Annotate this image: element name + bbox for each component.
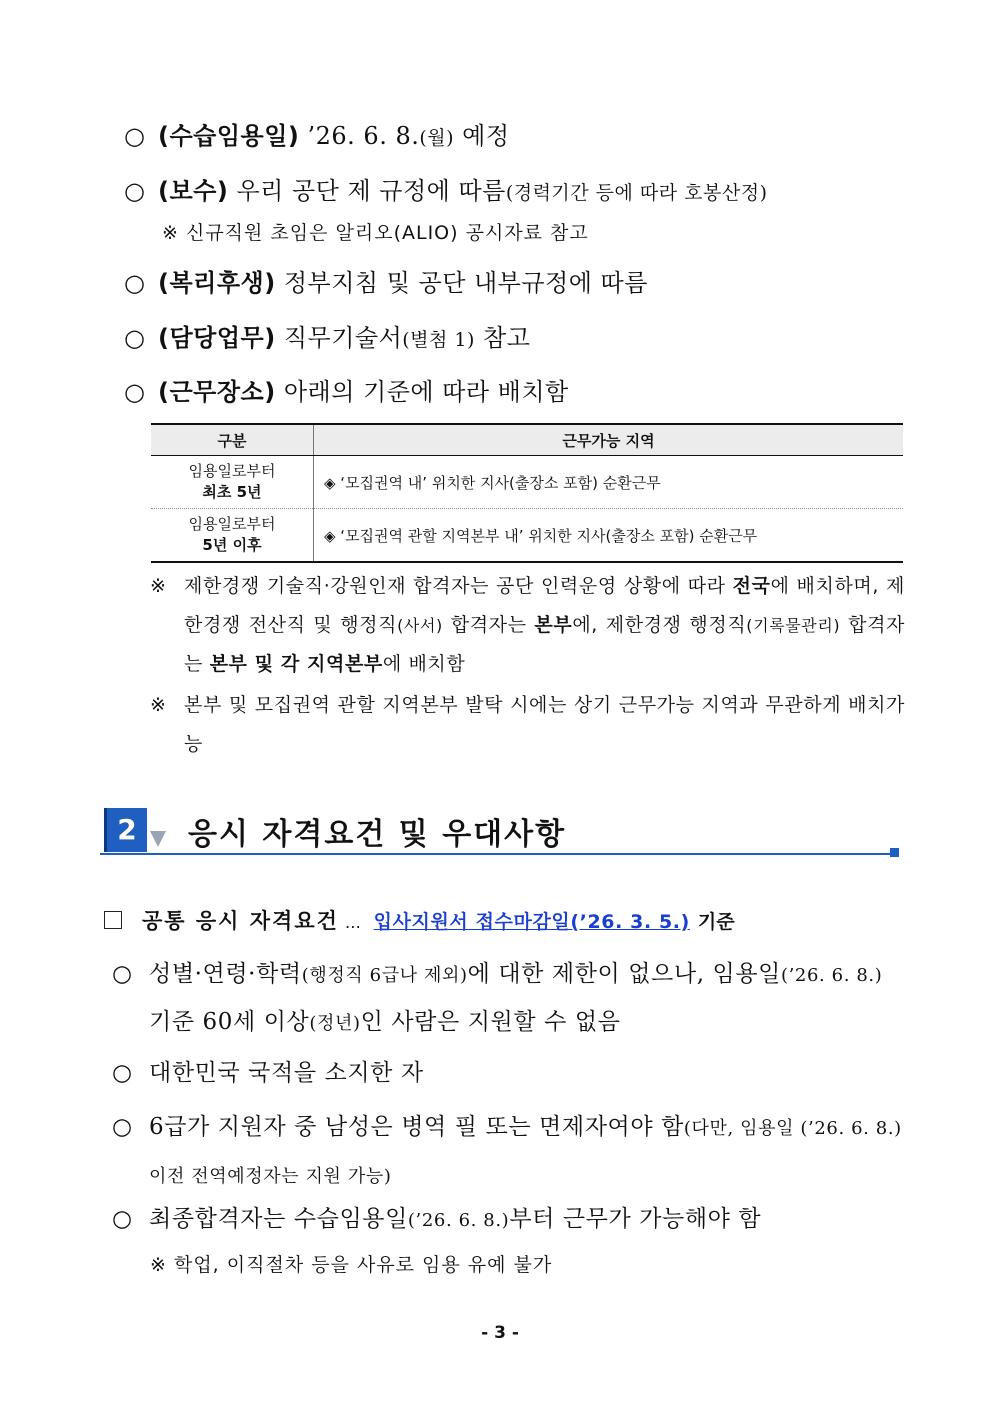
requirement-item: ○ 6급가 지원자 중 남성은 병역 필 또는 면제자여야 함(다만, 임용일 (’26. 6. 8.) 이전 전역예정자는 지원 가능) xyxy=(112,1114,902,1187)
section-heading xyxy=(100,805,900,861)
final-note: ※ 학업, 이직절차 등을 사유로 임용 유예 불가 xyxy=(150,1254,553,1276)
table-header-category: 구분 xyxy=(151,424,314,456)
bullet-workplace: ○ (근무장소) 아래의 기준에 따라 배치함 xyxy=(124,378,569,406)
table-header-row xyxy=(151,424,903,456)
requirement-item: ○ 성별·연령·학력(행정직 6급나 제외)에 대한 제한이 없으나, 임용일(’26. 6. 8.) 기준 60세 이상(정년)인 사람은 지원할 수 없음 xyxy=(112,961,883,1035)
bullet-start-date: ○ (수습임용일) ’26. 6. 8.(월) 예정 xyxy=(124,122,510,150)
bullet-duty: ○ (담당업무) 직무기술서(별첨 1) 참고 xyxy=(124,324,531,352)
table-cell-period: 임용일로부터 5년 이후 xyxy=(151,509,314,563)
triangle-icon xyxy=(150,831,166,847)
square-icon xyxy=(890,848,899,857)
table-cell-region: ◈ ‘모집권역 내’ 위치한 지사(출장소 포함) 순환근무 xyxy=(314,456,904,509)
salary-note: ※ 신규직원 초임은 알리오(ALIO) 공시자료 참고 xyxy=(162,222,589,244)
table-cell-region: ◈ ‘모집권역 관할 지역본부 내’ 위치한 지사(출장소 포함) 순환근무 xyxy=(314,509,904,563)
table-cell-period: 임용일로부터 최초 5년 xyxy=(151,456,314,509)
workplace-table xyxy=(151,423,903,563)
section-underline xyxy=(100,853,896,855)
table-header-region: 근무가능 지역 xyxy=(314,424,904,456)
page-number: - 3 - xyxy=(481,1323,519,1343)
table-row xyxy=(151,509,903,563)
requirement-item: ○ 대한민국 국적을 소지한 자 xyxy=(112,1060,424,1086)
requirement-item: ○ 최종합격자는 수습임용일(’26. 6. 8.)부터 근무가 가능해야 함 xyxy=(112,1206,762,1232)
placement-note-1: ※ 제한경쟁 기술직·강원인재 합격자는 공단 인력운영 상황에 따라 전국에 배치하며, 제한경쟁 전산직 및 행정직(사서) 합격자는 본부에, 제한경쟁 행정직(기록물관리) 합격자는 본부 및 각 지역본부에 배치함 xyxy=(150,575,905,675)
bullet-salary: ○ (보수) 우리 공단 제 규정에 따름(경력기간 등에 따라 호봉산정) xyxy=(124,177,768,205)
bullet-welfare: ○ (복리후생) 정부지침 및 공단 내부규정에 따름 xyxy=(124,269,648,297)
common-requirements-heading: 공통 응시 자격요건 … 입사지원서 접수마감일(’26. 3. 5.) 기준 xyxy=(104,905,735,935)
deadline-link[interactable]: 입사지원서 접수마감일(’26. 3. 5.) xyxy=(373,911,690,933)
section-number: 2 xyxy=(104,808,147,852)
placement-note-2: ※ 본부 및 모집권역 관할 지역본부 발탁 시에는 상기 근무가능 지역과 무관하게 배치가능 xyxy=(150,694,905,755)
section-title: 응시 자격요건 및 우대사항 xyxy=(188,817,567,852)
table-row xyxy=(151,456,903,509)
checkbox-square-icon xyxy=(104,911,122,929)
